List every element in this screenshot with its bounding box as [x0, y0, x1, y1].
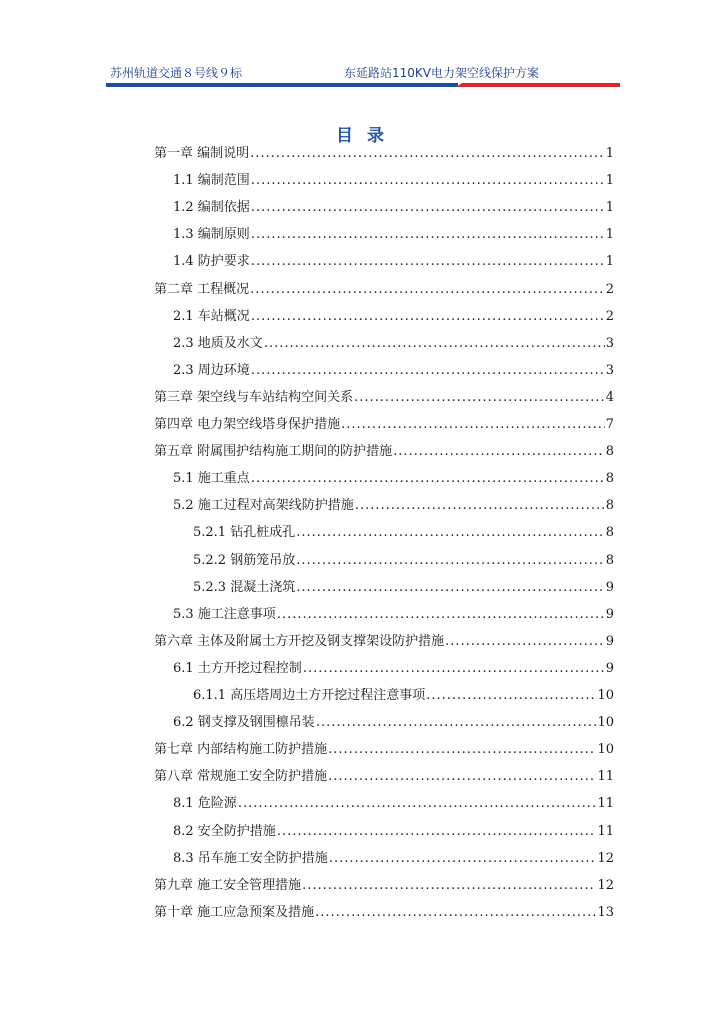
toc-entry[interactable]	[173, 250, 614, 270]
toc-entry-label: 5.2.3 混凝土浇筑	[193, 579, 296, 595]
toc-entry-page: 1	[605, 173, 614, 189]
toc-entry[interactable]	[173, 494, 614, 514]
toc-dot-leader	[329, 851, 597, 867]
toc-dot-leader	[250, 146, 605, 162]
toc-entry-page: 10	[597, 688, 614, 703]
toc-entry-label: 第七章 内部结构施工防护措施	[154, 742, 328, 758]
toc-entry[interactable]	[154, 413, 614, 433]
toc-dot-leader	[251, 254, 605, 270]
toc-entry-page: 9	[605, 579, 614, 595]
toc-entry-page: 1	[605, 146, 614, 161]
toc-entry-label: 8.3 吊车施工安全防护措施	[173, 850, 328, 866]
toc-entry-label: 第五章 附属围护结构施工期间的防护措施	[154, 444, 393, 460]
toc-entry-label: 5.2.2 钢筋笼吊放	[193, 552, 296, 568]
toc-dot-leader	[251, 471, 605, 487]
toc-entry-page: 9	[605, 660, 614, 676]
toc-entry[interactable]	[154, 874, 614, 894]
toc-dot-leader	[341, 417, 605, 433]
toc-dot-leader	[296, 525, 605, 541]
toc-entry[interactable]	[154, 440, 614, 460]
toc-dot-leader	[316, 715, 597, 731]
toc-entry-page: 3	[605, 362, 614, 378]
toc-dot-leader	[277, 607, 605, 623]
toc-entry[interactable]	[173, 847, 614, 867]
toc-entry-label: 2.3 地质及水文	[173, 335, 263, 351]
toc-entry[interactable]	[193, 521, 614, 541]
toc-entry[interactable]	[173, 792, 614, 812]
toc-entry[interactable]	[154, 765, 614, 785]
toc-entry-page: 7	[605, 417, 614, 432]
toc-entry[interactable]	[154, 901, 614, 921]
toc-dot-leader	[296, 580, 605, 596]
toc-entry-label: 8.1 危险源	[173, 796, 237, 812]
toc-entry-label: 第四章 电力架空线塔身保护措施	[154, 417, 341, 432]
toc-entry-label: 8.2 安全防护措施	[173, 823, 276, 839]
toc-entry-label: 5.1 施工重点	[173, 471, 250, 487]
toc-dot-leader	[251, 173, 605, 189]
toc-entry[interactable]	[193, 684, 614, 704]
toc-dot-leader	[355, 498, 605, 514]
toc-entry-label: 5.2 施工过程对高架线防护措施	[173, 498, 354, 514]
toc-entry-page: 1	[605, 254, 614, 270]
toc-entry-label: 6.1 土方开挖过程控制	[173, 660, 302, 676]
toc-entry[interactable]	[154, 630, 614, 650]
toc-dot-leader	[393, 444, 605, 460]
toc-entry-label: 第六章 主体及附属土方开挖及钢支撑架设防护措施	[154, 633, 445, 649]
toc-dot-leader	[277, 824, 597, 840]
toc-entry-page: 10	[597, 715, 614, 731]
toc-entry-page: 4	[605, 389, 614, 405]
toc-entry[interactable]	[154, 738, 614, 758]
toc-entry-label: 5.3 施工注意事项	[173, 606, 276, 622]
toc-entry-label: 第三章 架空线与车站结构空间关系	[154, 389, 354, 405]
toc-entry-page: 3	[605, 335, 614, 351]
toc-entry-page: 2	[605, 308, 614, 324]
toc-entry[interactable]	[173, 169, 614, 189]
toc-dot-leader	[251, 363, 605, 379]
toc-entry-label: 第十章 施工应急预案及措施	[154, 904, 315, 920]
toc-entry-page: 8	[605, 498, 614, 514]
toc-entry-page: 12	[597, 877, 614, 893]
toc-entry[interactable]	[173, 196, 614, 216]
toc-entry[interactable]	[154, 142, 614, 162]
toc-dot-leader	[328, 742, 596, 758]
toc-dot-leader	[315, 905, 596, 921]
toc-title: 目 录	[336, 126, 388, 146]
header-rule-red	[456, 83, 620, 87]
toc-entry-page: 8	[605, 552, 614, 568]
header-rule-blue	[106, 83, 458, 87]
toc-entry[interactable]	[173, 820, 614, 840]
toc-dot-leader	[251, 309, 605, 325]
toc-entry[interactable]	[173, 332, 614, 352]
toc-entry-label: 第二章 工程概况	[154, 281, 250, 297]
toc-entry-label: 2.1 车站概况	[173, 308, 250, 324]
toc-dot-leader	[251, 227, 605, 243]
toc-entry-label: 6.2 钢支撑及钢围檩吊装	[173, 715, 315, 731]
toc-dot-leader	[354, 390, 605, 406]
toc-entry-page: 9	[605, 633, 614, 649]
toc-entry[interactable]	[193, 549, 614, 569]
toc-entry-page: 11	[597, 769, 614, 785]
header-document-title: 东延路站110KV电力架空线保护方案	[344, 66, 539, 80]
toc-dot-leader	[302, 878, 596, 894]
toc-entry-label: 5.2.1 钻孔桩成孔	[193, 525, 296, 541]
toc-entry[interactable]	[173, 359, 614, 379]
toc-entry-label: 1.1 编制范围	[173, 173, 250, 189]
toc-entry-page: 10	[597, 742, 614, 758]
toc-dot-leader	[426, 688, 596, 704]
toc-entry-page: 8	[605, 471, 614, 487]
toc-entry[interactable]	[193, 576, 614, 596]
toc-entry-label: 1.3 编制原则	[173, 227, 250, 243]
toc-entry-page: 8	[605, 525, 614, 541]
toc-entry-label: 第九章 施工安全管理措施	[154, 877, 302, 893]
toc-entry[interactable]	[173, 657, 614, 677]
toc-entry[interactable]	[173, 711, 614, 731]
toc-entry-label: 6.1.1 高压塔周边土方开挖过程注意事项	[193, 688, 426, 703]
toc-dot-leader	[251, 200, 605, 216]
toc-entry-label: 1.2 编制依据	[173, 200, 250, 216]
toc-entry-page: 1	[605, 227, 614, 243]
toc-entry-page: 11	[597, 796, 614, 812]
toc-entry[interactable]	[173, 305, 614, 325]
toc-entry-page: 2	[605, 281, 614, 297]
toc-entry-page: 13	[597, 904, 614, 920]
toc-entry-page: 8	[605, 444, 614, 460]
header-project-name: 苏州轨道交通８号线９标	[110, 66, 243, 80]
toc-dot-leader	[445, 634, 605, 650]
toc-entry[interactable]	[173, 603, 614, 623]
toc-dot-leader	[264, 336, 605, 352]
toc-entry[interactable]	[173, 467, 614, 487]
toc-entry-page: 1	[605, 200, 614, 216]
toc-entry[interactable]	[154, 386, 614, 406]
toc-entry-label: 第八章 常规施工安全防护措施	[154, 769, 328, 785]
toc-entry-label: 第一章 编制说明	[154, 146, 250, 161]
toc-entry-page: 11	[597, 823, 614, 839]
toc-entry[interactable]	[173, 223, 614, 243]
toc-entry-label: 1.4 防护要求	[173, 254, 250, 270]
toc-entry-page: 12	[597, 850, 614, 866]
toc-entry-label: 2.3 周边环境	[173, 362, 250, 378]
toc-dot-leader	[303, 661, 605, 677]
toc-dot-leader	[250, 282, 605, 298]
toc-entry[interactable]	[154, 278, 614, 298]
toc-dot-leader	[238, 796, 597, 812]
toc-dot-leader	[296, 553, 605, 569]
toc-entry-page: 9	[605, 606, 614, 622]
toc-dot-leader	[328, 769, 596, 785]
